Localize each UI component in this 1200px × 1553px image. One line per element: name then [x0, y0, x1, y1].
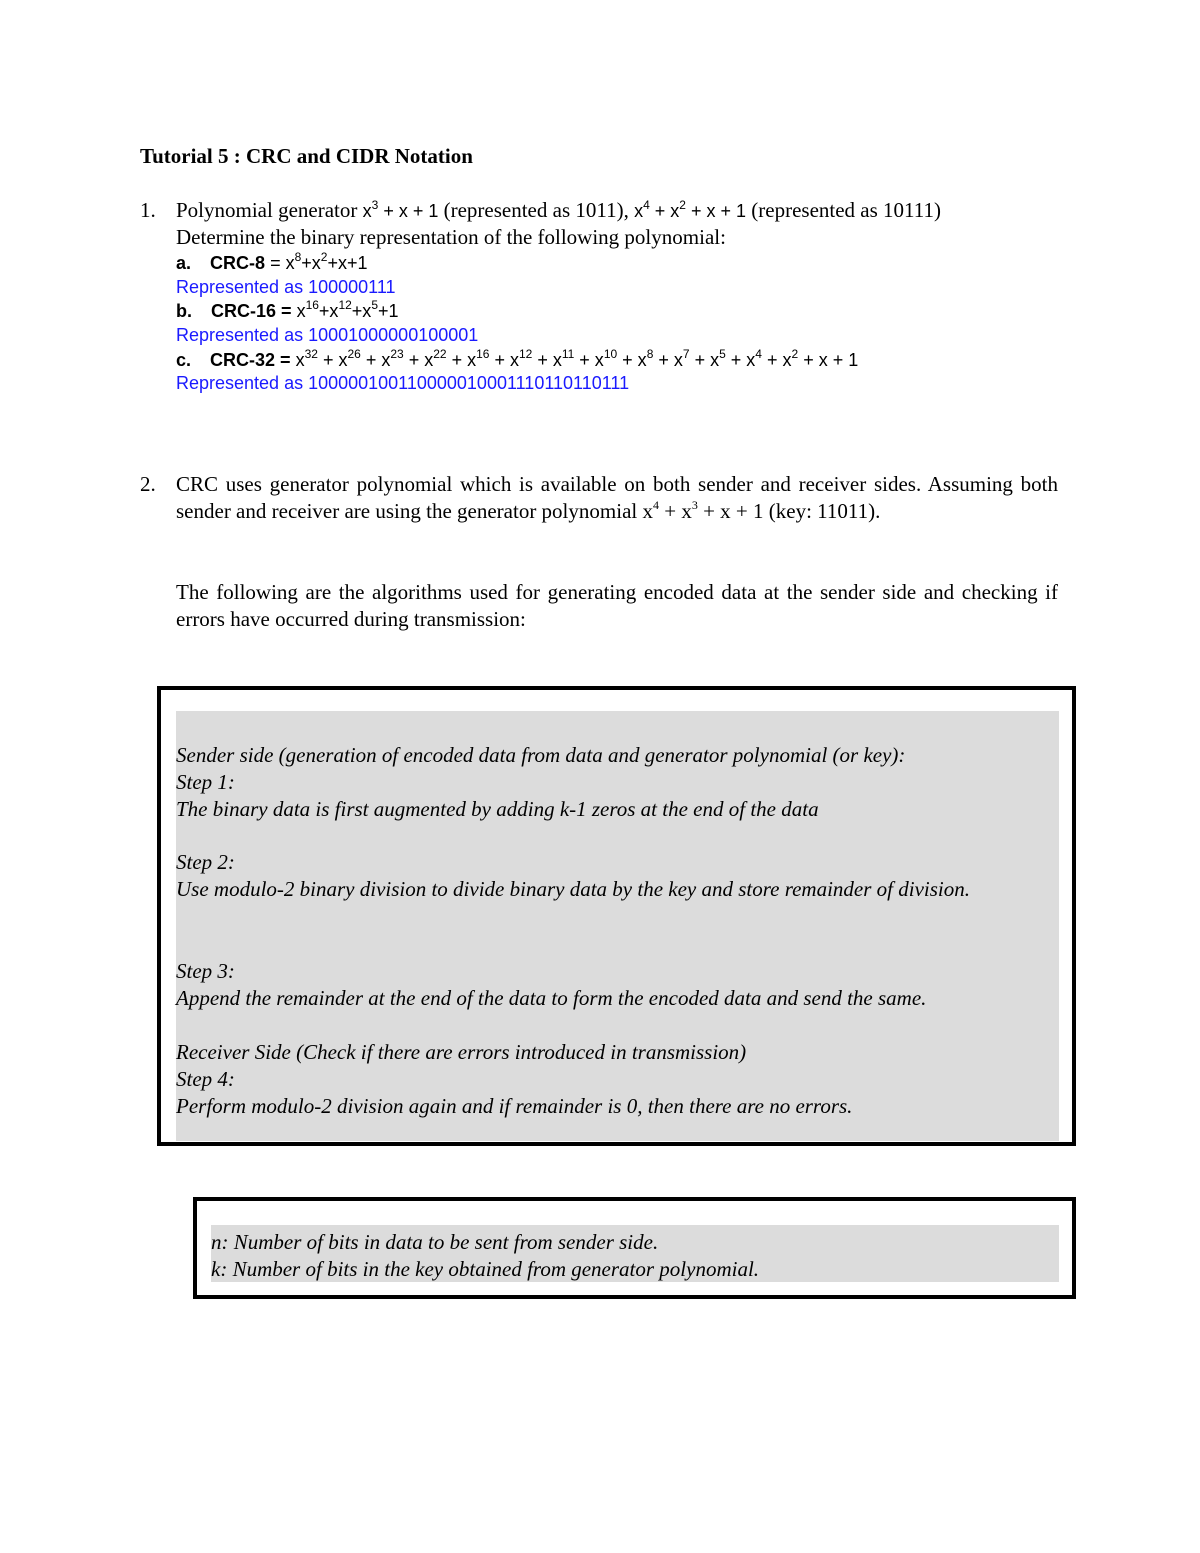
item-a-answer: Represented as 100000111	[176, 277, 396, 297]
question-2-number: 2.	[140, 472, 156, 496]
algorithm-shade	[176, 711, 1059, 1141]
receiver-heading: Receiver Side (Check if there are errors introduced in transmission)	[176, 1040, 747, 1064]
q2-para1-key: (key: 11011).	[768, 499, 881, 523]
step-1-label: Step 1:	[176, 770, 235, 794]
page-title: Tutorial 5 : CRC and CIDR Notation	[140, 144, 473, 168]
item-c-label: c.	[176, 350, 192, 370]
n-definition: n: Number of bits in data to be sent from sender side.	[211, 1230, 659, 1254]
item-c	[176, 348, 858, 372]
q1-line1-prefix: Polynomial generator	[176, 198, 358, 222]
question-1-number: 1.	[140, 198, 156, 222]
item-c-name: CRC-32 =	[210, 350, 291, 370]
step-4-label: Step 4:	[176, 1067, 235, 1091]
item-c-polynomial: $x^{32} + x^{26} + x^{23} + x^{22} + x^{16} + x^{12} + x^{11} + x^{10} + x^8 + x^7 + x^5 + x^4 + x^2 + x + 1$	[295, 347, 859, 370]
sender-heading: Sender side (generation of encoded data from data and generator polynomial (or key):	[176, 743, 906, 767]
step-1-text: The binary data is first augmented by adding k-1 zeros at the end of the data	[176, 797, 819, 821]
item-b	[176, 299, 399, 323]
question-2-para2: The following are the algorithms used for generating encoded data at the sender side and checking if errors have occurred during transmission:	[176, 580, 1058, 631]
item-b-name: CRC-16 =	[211, 301, 292, 321]
step-4-text: Perform modulo-2 division again and if remainder is 0, then there are no errors.	[176, 1094, 853, 1118]
polynomial-key: $x^4 + x^3 + x + 1$	[642, 498, 764, 523]
polynomial-g1: $x^3 + x + 1$	[362, 198, 439, 221]
step-3-text: Append the remainder at the end of the data to form the encoded data and send the same.	[176, 986, 927, 1010]
item-a-polynomial: = $x^8+x^2+x+1$	[270, 250, 368, 273]
question-2-para1	[176, 471, 1058, 525]
question-1-line1	[176, 197, 941, 224]
q2-para1-text: CRC uses generator polynomial which is available on both sender and receiver sides. Assuming both sender and receiver are using the generator polynomial	[176, 472, 1058, 523]
item-c-answer: Represented as 100000100110000010001110110110111	[176, 373, 630, 393]
step-2-label: Step 2:	[176, 850, 235, 874]
k-definition: k: Number of bits in the key obtained from generator polynomial.	[211, 1257, 760, 1281]
question-1-line2: Determine the binary representation of the following polynomial:	[176, 225, 726, 249]
item-a	[176, 251, 368, 275]
item-b-answer: Represented as 10001000000100001	[176, 325, 479, 345]
item-b-label: b.	[176, 301, 192, 321]
item-b-polynomial: $x^{16}+x^{12}+x^5+1$	[296, 298, 399, 321]
polynomial-g2: $x^4 + x^2 + x + 1$	[634, 198, 747, 221]
q1-line1-rep2: (represented as 10111)	[751, 198, 941, 222]
item-a-name: CRC-8	[210, 253, 266, 273]
step-3-label: Step 3:	[176, 959, 235, 983]
q1-line1-rep1: (represented as 1011),	[443, 198, 629, 222]
step-2-text: Use modulo-2 binary division to divide binary data by the key and store remainder of division.	[176, 877, 970, 901]
item-a-label: a.	[176, 253, 192, 273]
